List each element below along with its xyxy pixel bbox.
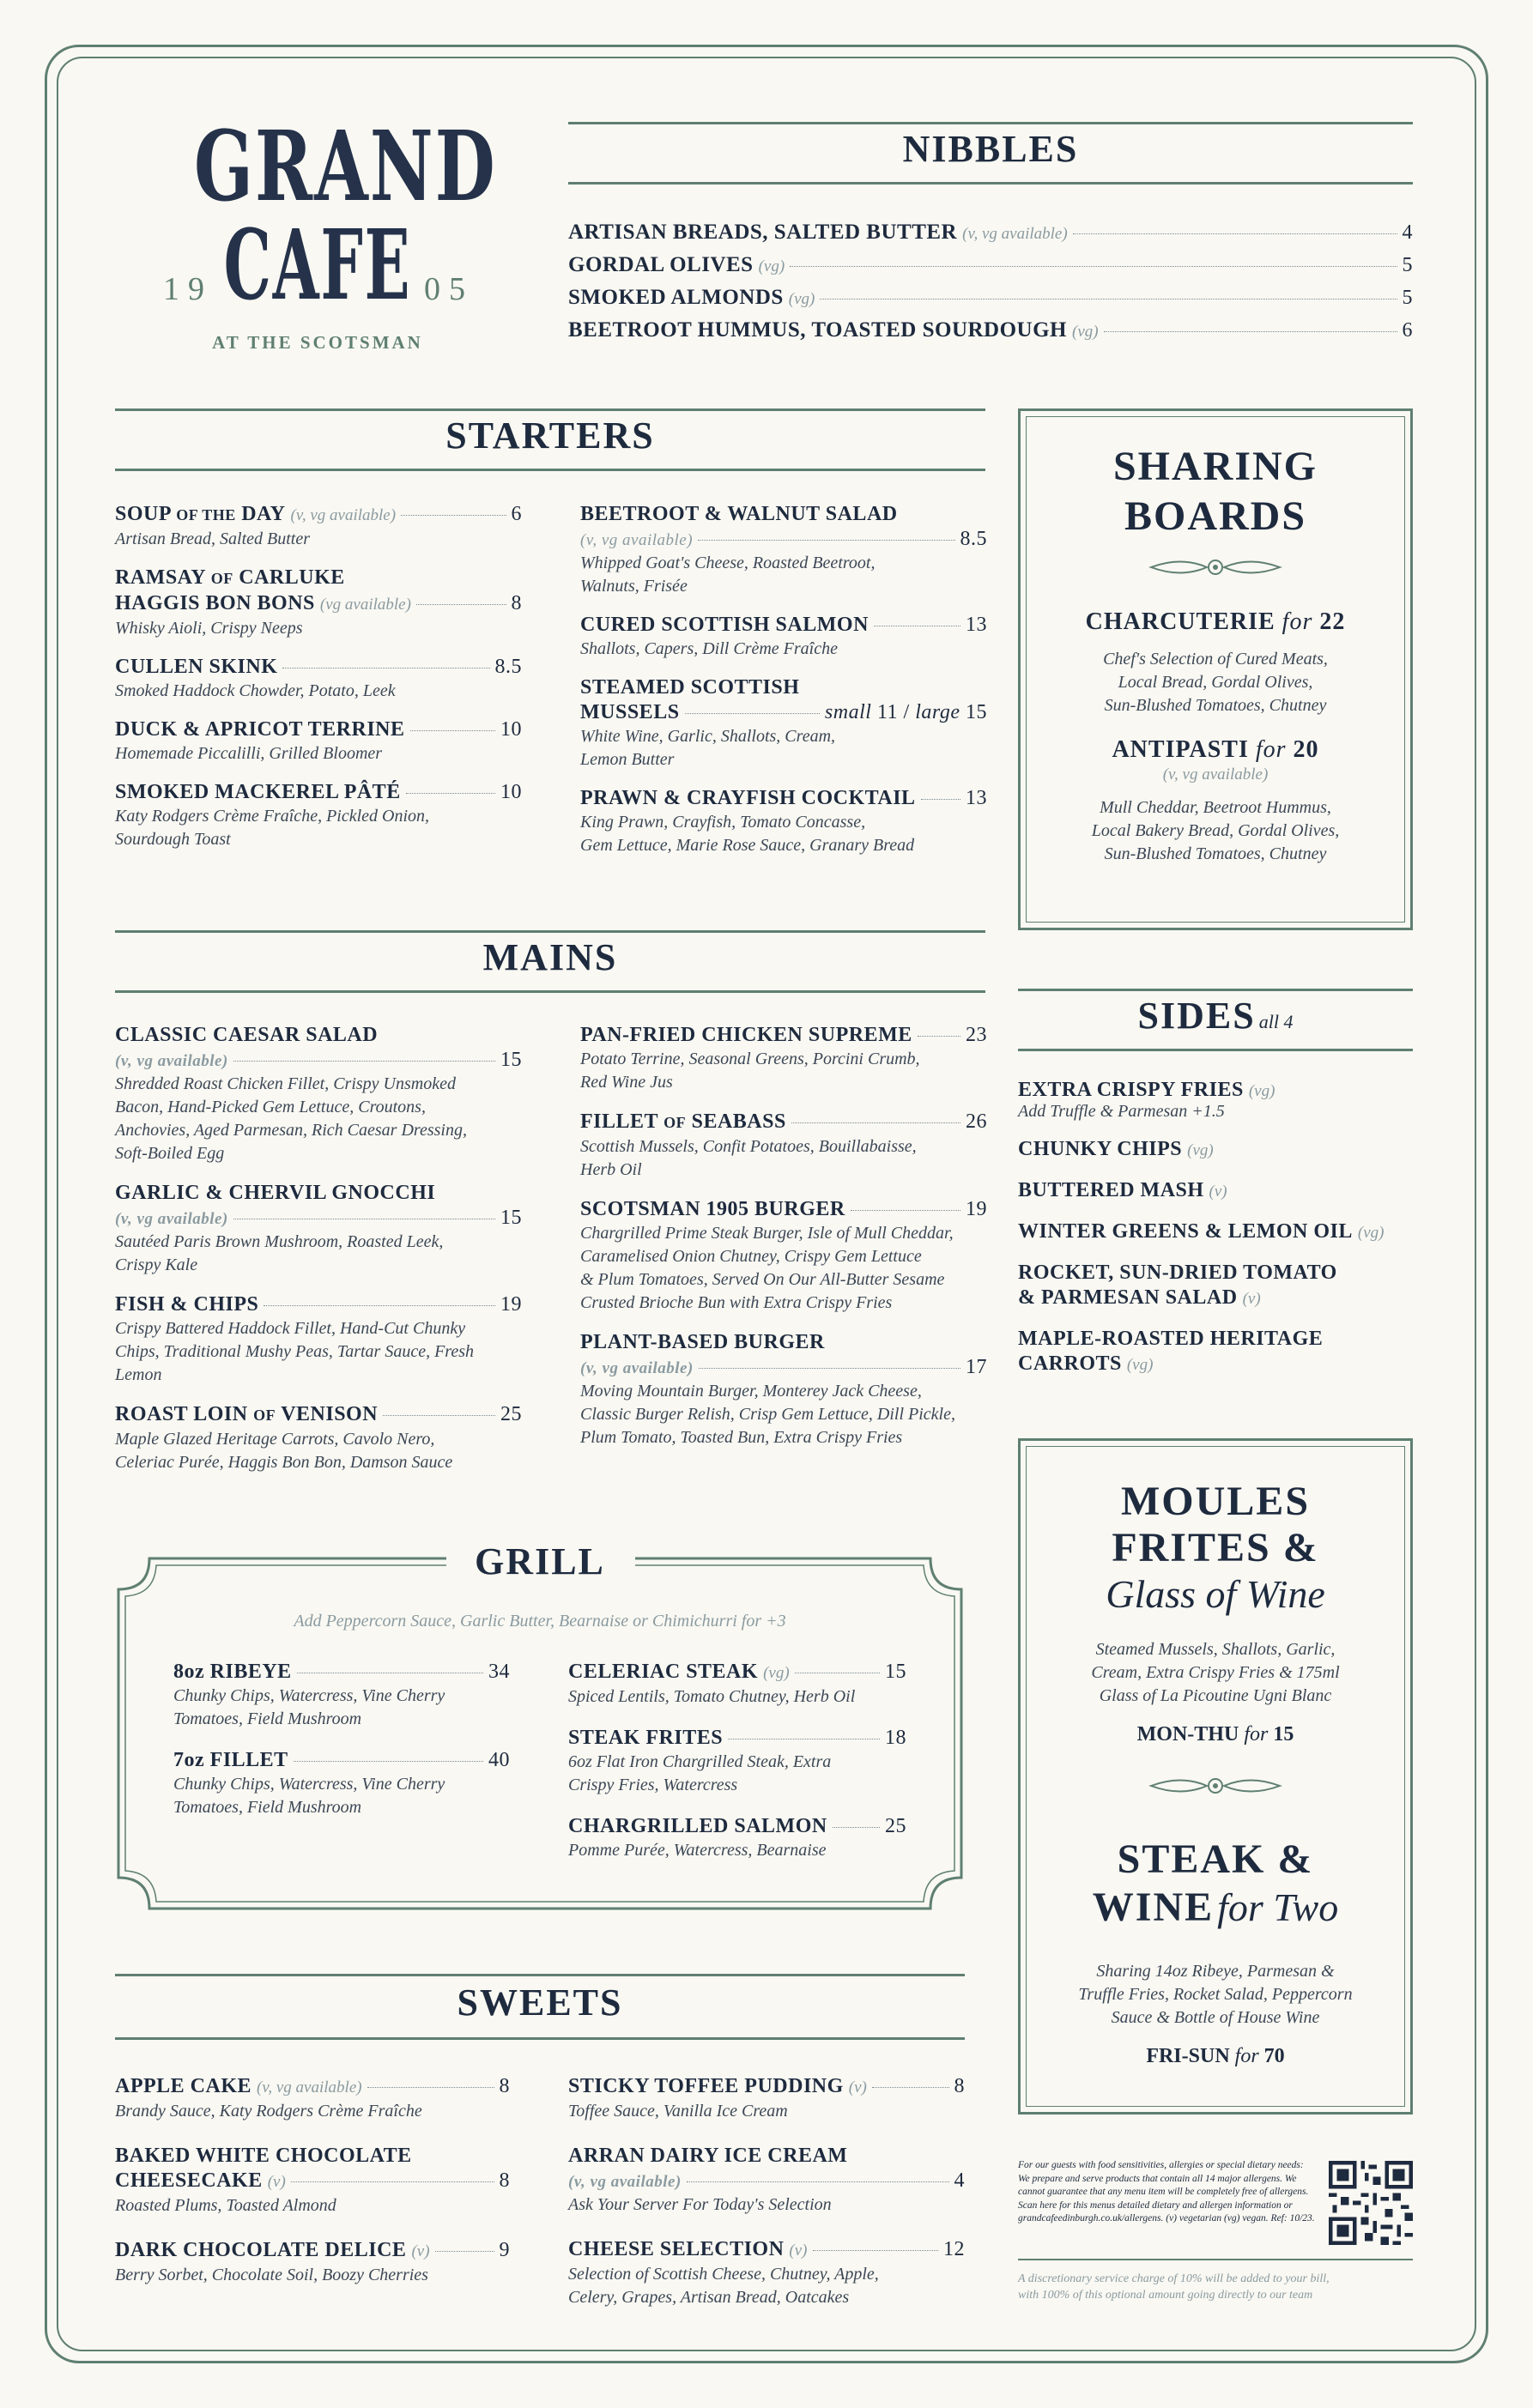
grill-note: Add Peppercorn Sauce, Garlic Butter, Bearnaise or Chimichurri for +3 xyxy=(294,1612,786,1631)
menu-item: SMOKED MACKEREL PÂTÉ 10 Katy Rodgers Crème Fraîche, Pickled Onion, Sourdough Toast xyxy=(115,781,522,849)
menu-item: ROCKET, SUN-DRIED TOMATO & PARMESAN SALAD (v) xyxy=(1018,1261,1337,1309)
logo-year-left: 19 xyxy=(163,271,213,307)
menu-item: BAKED WHITE CHOCOLATE CHEESECAKE (v) 8 Roasted Plums, Toasted Almond xyxy=(115,2145,510,2215)
mains-rule-top xyxy=(115,930,985,933)
menu-item: BEETROOT HUMMUS, TOASTED SOURDOUGH (vg) 6 xyxy=(568,318,1413,342)
service-charge: A discretionary service charge of 10% will be added to your bill, with 100% of this optional amount going directly to our team xyxy=(1018,2272,1330,2302)
sweets-right xyxy=(568,2074,965,2309)
menu-item: STICKY TOFFEE PUDDING (v) 8 Toffee Sauce, Vanilla Ice Cream xyxy=(568,2075,965,2121)
sharing-title-1: SHARING xyxy=(1112,444,1318,489)
menu-item: 8oz RIBEYE 34 Chunky Chips, Watercress, Vine Cherry Tomatoes, Field Mushroom xyxy=(173,1661,510,1728)
menu-item: DUCK & APRICOT TERRINE 10 Homemade Piccalilli, Grilled Bloomer xyxy=(115,718,522,763)
menu-item: CHEESE SELECTION (v) 12 Selection of Scottish Cheese, Chutney, Apple, Celery, Grapes, Artisan Bread, Oatcakes xyxy=(568,2238,965,2307)
sides-rule-top xyxy=(1018,989,1413,991)
mains-left xyxy=(115,1023,522,1474)
mains-title: MAINS xyxy=(482,936,618,978)
allergen-note: For our guests with food sensitivities, allergies or special dietary needs: We prepare and serve products that contain all 14 major allergens. We cannot guarantee that any menu item will be completely free of allergens. Scan here for this menus detailed dietary and allergen information or grandcafeedinburgh.co.uk/allergens. (v) vegetarian (vg) vegan. Ref: 10/23. xyxy=(1018,2160,1315,2223)
mains-right xyxy=(580,1023,987,1449)
logo xyxy=(146,111,497,356)
sharing-title-2: BOARDS xyxy=(1124,493,1307,539)
ornament-icon xyxy=(1147,552,1284,583)
grill-left xyxy=(173,1660,510,1819)
menu-item: MAPLE-ROASTED HERITAGE CARROTS (vg) xyxy=(1018,1328,1324,1375)
menu-item: SCOTSMAN 1905 BURGER 19 Chargrilled Prime Steak Burger, Isle of Mull Cheddar, Caramelised Onion Chutney, Crispy Gem Lettuce & Plum Tomatoes, Served On Our All-Butter Sesame Crusted Brioche Bun with Extra Crispy Fries xyxy=(580,1198,987,1312)
menu-item: ARRAN DAIRY ICE CREAM (v, vg available) 4 Ask Your Server For Today's Selection xyxy=(568,2145,965,2214)
menu-item: APPLE CAKE (v, vg available) 8 Brandy Sauce, Katy Rodgers Crème Fraîche xyxy=(115,2075,510,2121)
nibbles-title: NIBBLES xyxy=(902,128,1079,170)
menu-item: GARLIC & CHERVIL GNOCCHI (v, vg available) 15 Sautéed Paris Brown Mushroom, Roasted Leek, Crispy Kale xyxy=(115,1182,522,1274)
menu-item: PRAWN & CRAYFISH COCKTAIL 13 King Prawn, Crayfish, Tomato Concasse, Gem Lettuce, Marie Rose Sauce, Granary Bread xyxy=(580,787,987,855)
menu-item: DARK CHOCOLATE DELICE (v) 9 Berry Sorbet, Chocolate Soil, Boozy Cherries xyxy=(115,2239,510,2284)
starters-rule-top xyxy=(115,408,985,411)
menu-item: FILLET OF SEABASS 26 Scottish Mussels, Confit Potatoes, Bouillabaisse, Herb Oil xyxy=(580,1110,987,1179)
menu-item: CURED SCOTTISH SALMON 13 Shallots, Capers, Dill Crème Fraîche xyxy=(580,614,987,658)
sides-title: SIDES all 4 xyxy=(1137,995,1294,1037)
charcuterie-name: CHARCUTERIE xyxy=(1085,608,1275,635)
menu-item: WINTER GREENS & LEMON OIL (vg) xyxy=(1018,1220,1385,1243)
menu-item: FISH & CHIPS 19 Crispy Battered Haddock Fillet, Hand-Cut Chunky Chips, Traditional Mushy Peas, Tartar Sauce, Fresh Lemon xyxy=(115,1293,522,1384)
sides-list xyxy=(1018,1078,1413,1377)
starters-rule-bottom xyxy=(115,469,985,471)
footer-rule xyxy=(1018,2259,1413,2260)
menu-item: CLASSIC CAESAR SALAD (v, vg available) 15 Shredded Roast Chicken Fillet, Crispy Unsmoked Bacon, Hand-Picked Gem Lettuce, Croutons, Anchovies, Aged Parmesan, Rich Caesar Dressing, Soft-Boiled Egg xyxy=(115,1024,522,1163)
starters-left xyxy=(115,502,522,851)
sides-rule-bottom xyxy=(1018,1049,1413,1051)
menu-item: CHUNKY CHIPS (vg) xyxy=(1018,1138,1214,1160)
mains-rule-bottom xyxy=(115,990,985,993)
menu-item: PAN-FRIED CHICKEN SUPREME 23 Potato Terrine, Seasonal Greens, Porcini Crumb, Red Wine Jus xyxy=(580,1024,987,1092)
sweets-left xyxy=(115,2074,510,2287)
moules-title-3: Glass of Wine xyxy=(1106,1572,1325,1616)
specials-box: MOULES FRITES & Glass of Wine Steamed Mussels, Shallots, Garlic, Cream, Extra Crispy Fries & 175ml Glass of La Picoutine Ugni Blanc MON-THU for 15 STEAK & WINE for Two Sharing 14oz Ribeye, Parmesan & Truffle Fries, Rocket Salad, Peppercorn Sauce & Bottle of House Wine FRI-SUN for 70 xyxy=(1018,1438,1413,2115)
menu-item: SOUP OF THE DAY (v, vg available) 6 Artisan Bread, Salted Butter xyxy=(115,503,522,548)
menu-item: RAMSAY OF CARLUKE HAGGIS BON BONS (vg available) 8 Whisky Aioli, Crispy Neeps xyxy=(115,566,522,638)
menu-item: SMOKED ALMONDS (vg) 5 xyxy=(568,286,1413,309)
nibbles-list xyxy=(568,220,1413,344)
menu-item: ROAST LOIN OF VENISON 25 Maple Glazed Heritage Carrots, Cavolo Nero, Celeriac Purée, Haggis Bon Bon, Damson Sauce xyxy=(115,1403,522,1472)
starters-right xyxy=(580,502,987,857)
menu-item: CELERIAC STEAK (vg) 15 Spiced Lentils, Tomato Chutney, Herb Oil xyxy=(568,1661,906,1706)
sharing-boards-box: SHARING BOARDS CHARCUTERIE for 22 Chef's Selection of Cured Meats, Local Bread, Gordal Olives, Sun-Blushed Tomatoes, Chutney ANTIPASTI for 20 (v, vg available) Mull Cheddar, Beetroot Hummus, Local Bakery Bread, Gordal Olives, Sun-Blushed Tomatoes, Chutney xyxy=(1018,408,1413,930)
menu-item: BEETROOT & WALNUT SALAD (v, vg available) 8.5 Whipped Goat's Cheese, Roasted Beetroot, Walnuts, Frisée xyxy=(580,503,987,596)
grill-right xyxy=(568,1660,906,1862)
qr-code-icon[interactable] xyxy=(1329,2161,1413,2245)
starters-title: STARTERS xyxy=(445,414,655,457)
menu-item: EXTRA CRISPY FRIES (vg) Add Truffle & Parmesan +1.5 xyxy=(1018,1079,1275,1121)
grill-title: GRILL xyxy=(475,1540,605,1582)
menu-item: BUTTERED MASH (v) xyxy=(1018,1179,1227,1201)
menu-item: STEAK FRITES 18 6oz Flat Iron Chargrilled Steak, Extra Crispy Fries, Watercress xyxy=(568,1727,906,1794)
logo-subtitle: AT THE SCOTSMAN xyxy=(212,332,423,353)
logo-year-right: 05 xyxy=(424,271,474,307)
menu-item: CHARGRILLED SALMON 25 Pomme Purée, Watercress, Bearnaise xyxy=(568,1815,906,1860)
menu-item: STEAMED SCOTTISH MUSSELS small 11 / large 15 White Wine, Garlic, Shallots, Cream, Lemon Butter xyxy=(580,676,987,769)
antipasti-name: ANTIPASTI xyxy=(1112,736,1249,763)
moules-title-2: FRITES & xyxy=(1112,1525,1319,1570)
menu-item: CULLEN SKINK 8.5 Smoked Haddock Chowder, Potato, Leek xyxy=(115,656,522,700)
sweets-title: SWEETS xyxy=(457,1981,623,2024)
moules-title-1: MOULES xyxy=(1120,1479,1311,1524)
menu-item: GORDAL OLIVES (vg) 5 xyxy=(568,253,1413,276)
ornament-icon xyxy=(1147,1770,1284,1801)
sweets-rule-bottom xyxy=(115,2037,965,2040)
menu-item: ARTISAN BREADS, SALTED BUTTER (v, vg available) 4 xyxy=(568,221,1413,244)
menu-item: PLANT-BASED BURGER (v, vg available) 17 Moving Mountain Burger, Monterey Jack Cheese, Classic Burger Relish, Crisp Gem Lettuce, Dill Pickle, Plum Tomato, Toasted Bun, Extra Crispy Fries xyxy=(580,1331,987,1447)
nibbles-rule-top xyxy=(568,122,1413,124)
menu-item: 7oz FILLET 40 Chunky Chips, Watercress, Vine Cherry Tomatoes, Field Mushroom xyxy=(173,1749,510,1817)
steak-title-1: STEAK & xyxy=(1117,1836,1314,1882)
logo-cafe: CAFE xyxy=(223,209,412,322)
sweets-rule-top xyxy=(115,1974,965,1976)
logo-grand: GRAND xyxy=(194,111,497,223)
nibbles-rule-bottom xyxy=(568,182,1413,185)
